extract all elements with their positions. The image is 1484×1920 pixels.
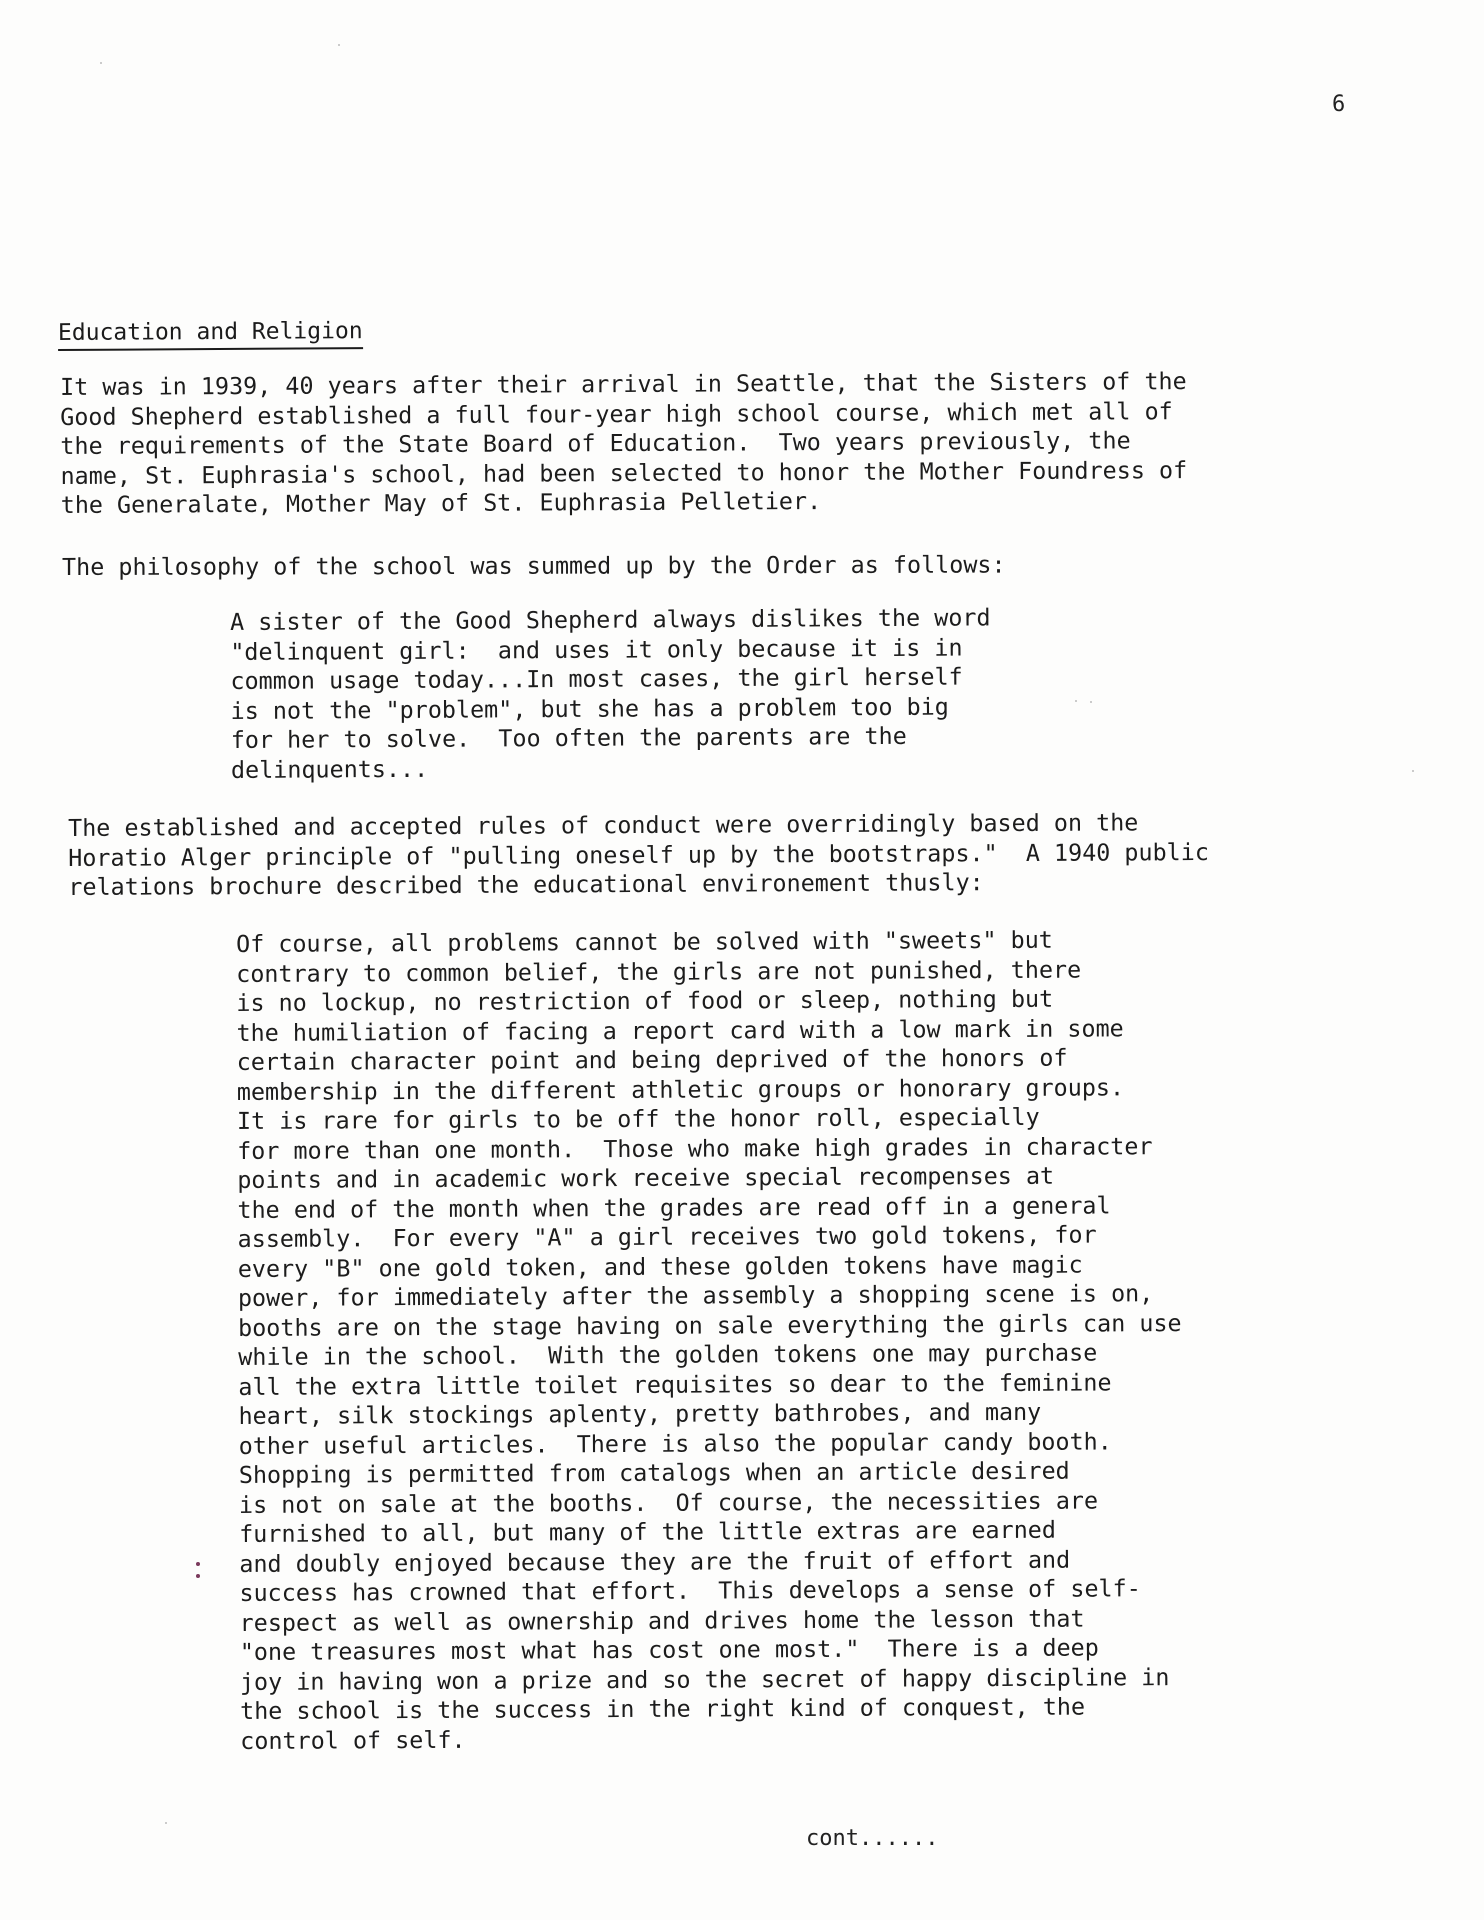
text-line: The established and accepted rules of conduct were overridingly based on the — [68, 808, 1139, 842]
section-heading: Education and Religion — [58, 318, 363, 351]
text-line: points and in academic work receive special recompenses at — [237, 1161, 1055, 1194]
text-line: is not the "problem", but she has a problem too big — [230, 692, 949, 725]
text-line: and doubly enjoyed because they are the fruit of effort and — [239, 1545, 1071, 1578]
text-line: membership in the different athletic groups or honorary groups. — [236, 1072, 1125, 1106]
paragraph-philosophy-intro — [62, 550, 1162, 582]
text-line: The philosophy of the school was summed up by the Order as follows: — [62, 550, 1006, 581]
paper-speck — [1090, 701, 1092, 703]
text-line: for more than one month. Those who make high grades in character — [237, 1131, 1153, 1165]
text-line: is no lockup, no restriction of food or sleep, nothing but — [236, 984, 1054, 1017]
paper-speck — [165, 1822, 167, 1824]
text-line: joy in having won a prize and so the secret of happy discipline in — [239, 1662, 1170, 1696]
text-line: booths are on the stage having on sale everything the girls can use — [238, 1308, 1182, 1342]
text-line: "delinquent girl: and uses it only because it is in — [230, 633, 963, 666]
text-line: "one treasures most what has cost one most." There is a deep — [239, 1633, 1099, 1666]
text-line: assembly. For every "A" a girl receives two gold tokens, for — [237, 1220, 1097, 1253]
text-line: furnished to all, but many of the little extras are earned — [239, 1515, 1057, 1548]
text-line: power, for immediately after the assembly a shopping scene is on, — [237, 1279, 1154, 1312]
text-line: name, St. Euphrasia's school, had been selected to honor the Mother Foundress of — [60, 455, 1188, 490]
text-line: the end of the month when the grades are read off in a general — [237, 1190, 1111, 1224]
text-line: It was in 1939, 40 years after their arrival in Seattle, that the Sisters of the — [60, 367, 1187, 401]
paragraph-history — [60, 367, 1261, 521]
text-line: every "B" one gold token, and these golden tokens have magic — [237, 1250, 1083, 1283]
text-line: the requirements of the State Board of Education. Two years previously, the — [60, 426, 1131, 460]
text-line: relations brochure described the educational environement thusly: — [68, 868, 984, 901]
text-line: It is rare for girls to be off the honor roll, especially — [236, 1102, 1040, 1135]
text-line: A sister of the Good Shepherd always dislikes the word — [230, 603, 991, 636]
text-line: Of course, all problems cannot be solved with "sweets" but — [236, 925, 1053, 958]
paper-speck — [1075, 700, 1077, 702]
continuation-marker: cont...... — [806, 1826, 939, 1851]
text-line: the Generalate, Mother May of St. Euphrasia Pelletier. — [60, 487, 822, 519]
text-line: is not on sale at the booths. Of course, the necessities are — [238, 1485, 1099, 1519]
text-line: heart, silk stockings aplenty, pretty bathrobes, and many — [238, 1397, 1042, 1430]
paper-speck — [100, 62, 102, 64]
text-line: other useful articles. There is also the popular candy booth. — [238, 1426, 1112, 1460]
margin-ink-mark — [196, 1562, 200, 1586]
paragraph-rules-of-conduct — [68, 808, 1268, 903]
page-number: 6 — [1332, 92, 1346, 117]
text-line: Shopping is permitted from catalogs when an article desired — [238, 1456, 1070, 1489]
text-line: the humiliation of facing a report card with a low mark in some — [236, 1013, 1124, 1047]
text-line: contrary to common belief, the girls are not punished, there — [236, 955, 1082, 988]
text-line: all the extra little toilet requisites so dear to the feminine — [238, 1367, 1112, 1401]
block-quote-brochure — [236, 925, 1240, 1756]
text-line: control of self. — [240, 1725, 466, 1755]
text-line: for her to solve. Too often the parents are the — [230, 721, 907, 754]
text-line: success has crowned that effort. This develops a sense of self- — [239, 1574, 1141, 1607]
text-line: delinquents... — [230, 754, 429, 784]
text-line: the school is the success in the right kind of conquest, the — [240, 1692, 1086, 1725]
paper-speck — [338, 44, 340, 46]
text-line: certain character point and being deprived of the honors of — [236, 1043, 1068, 1076]
text-line: respect as well as ownership and drives home the lesson that — [239, 1604, 1085, 1637]
paper-speck — [1412, 770, 1414, 772]
text-line: while in the school. With the golden tokens one may purchase — [238, 1338, 1098, 1371]
text-line: common usage today...In most cases, the girl herself — [230, 662, 963, 695]
text-line: Good Shepherd established a full four-year high school course, which met all of — [60, 396, 1173, 431]
block-quote-philosophy — [230, 603, 1071, 785]
text-line: Horatio Alger principle of "pulling oneself up by the bootstraps." A 1940 public — [68, 837, 1209, 872]
